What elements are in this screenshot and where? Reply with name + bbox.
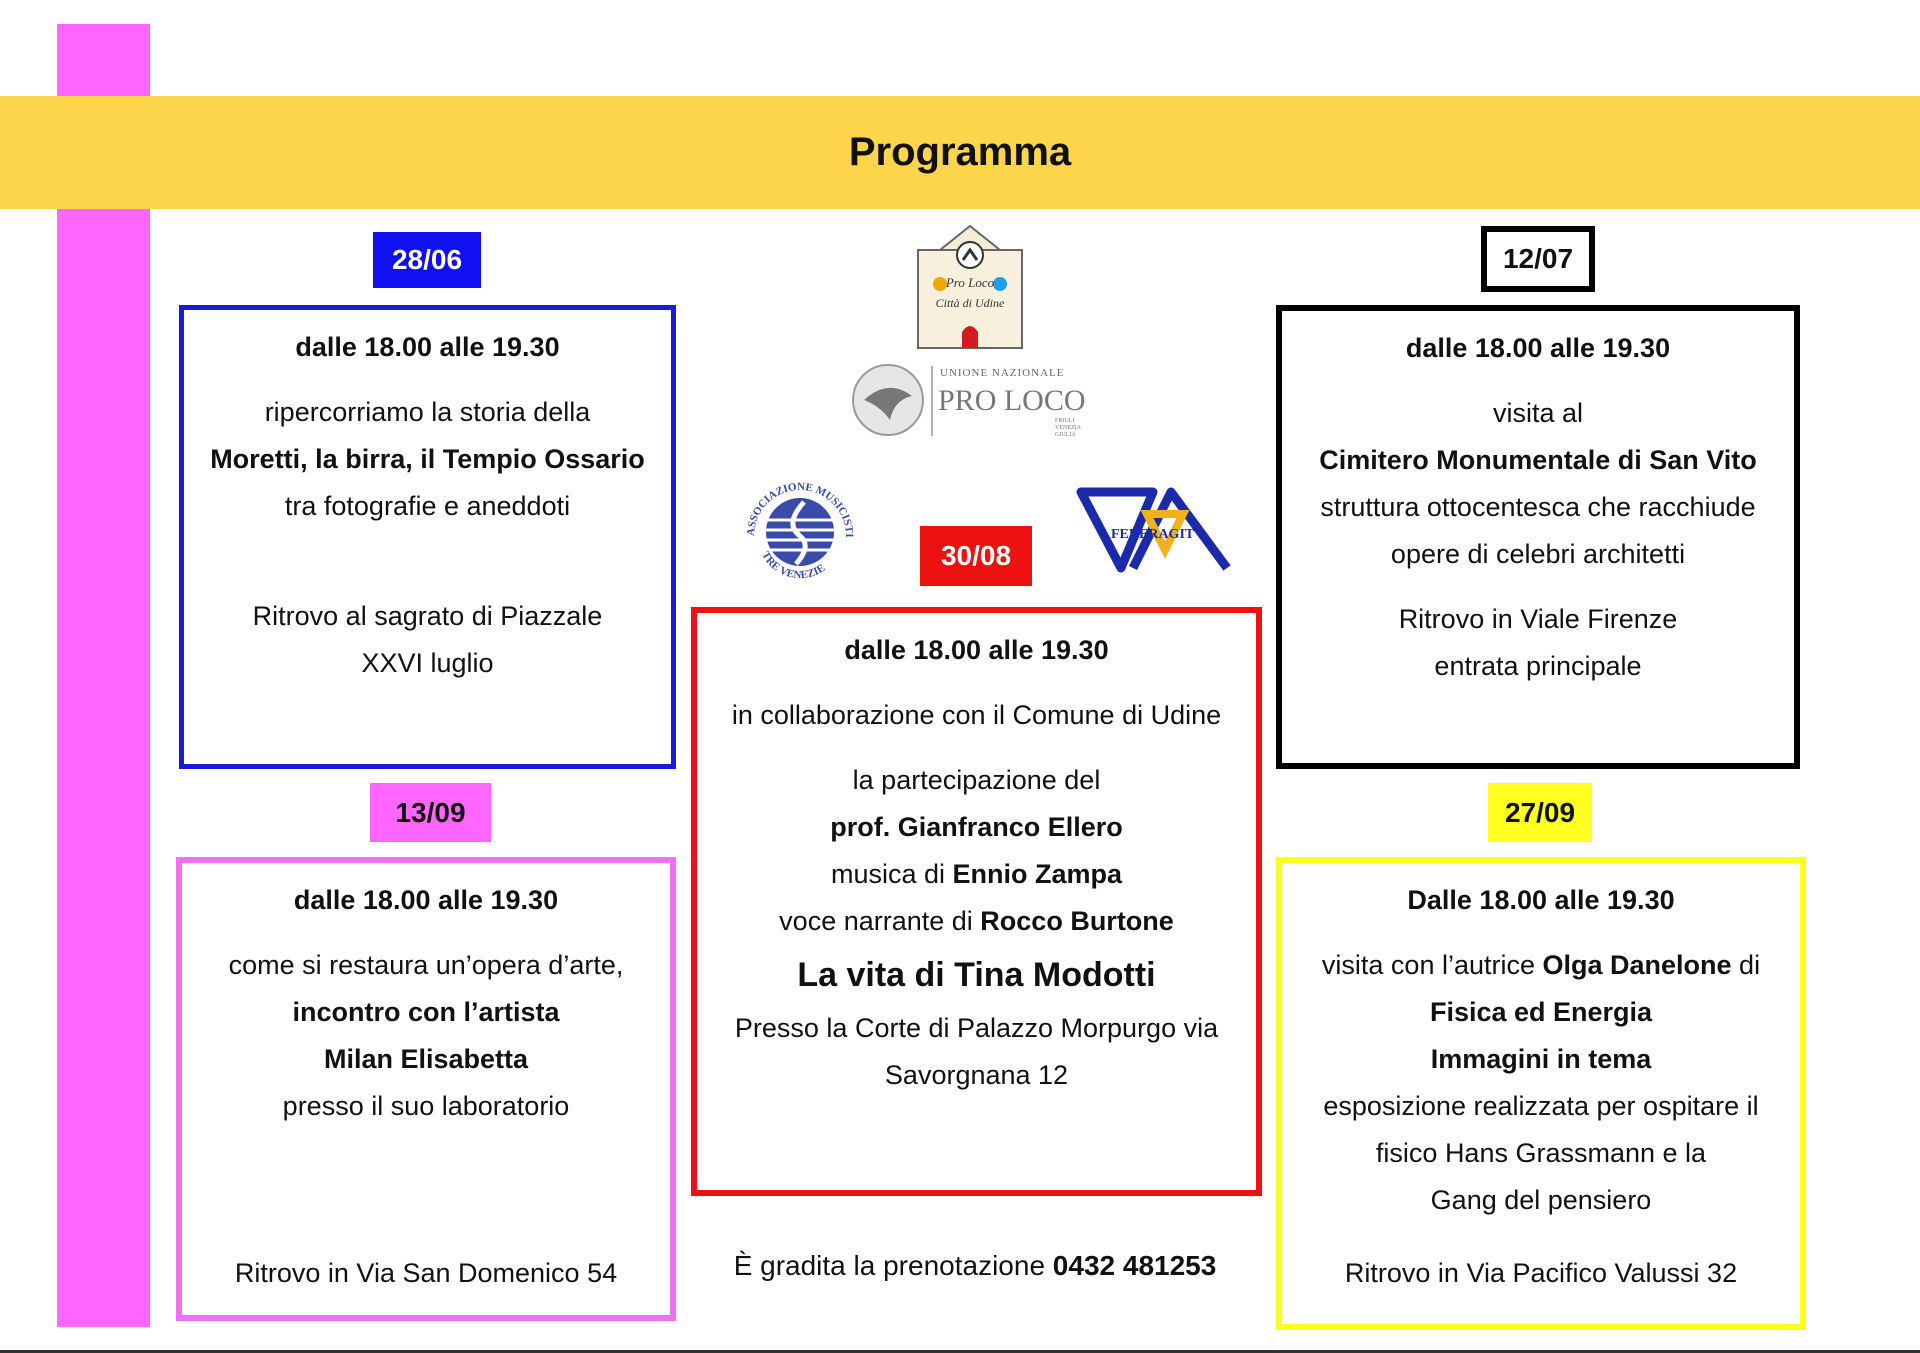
event-time: dalle 18.00 alle 19.30 <box>295 332 560 362</box>
logo-text: GIULIA <box>1055 432 1076 438</box>
logo-text: TRE VENEZIE <box>759 549 828 582</box>
meeting-point: Ritrovo in Via San Domenico 54 <box>234 1258 618 1288</box>
event-time: dalle 18.00 alle 19.30 <box>844 635 1109 665</box>
venue: Savorgnana 12 <box>884 1060 1069 1090</box>
event-text: opere di celebri architetti <box>1390 539 1686 569</box>
date-badge-28-06: 28/06 <box>373 232 481 288</box>
meeting-point: Ritrovo in Via Pacifico Valussi 32 <box>1344 1258 1738 1288</box>
logo-text: PRO LOCO <box>938 384 1086 417</box>
event-card-28-06 <box>179 305 676 769</box>
logo-text: FEDERAGIT <box>1111 527 1195 542</box>
date-badge-13-09: 13/09 <box>370 783 491 842</box>
event-time: dalle 18.00 alle 19.30 <box>1405 333 1671 363</box>
event-highlight: incontro con l’artista <box>292 997 560 1027</box>
logo-text: FRIULI <box>1055 418 1075 424</box>
event-text: visita con l’autrice Olga Danelone di <box>1321 950 1761 980</box>
date-badge-12-07: 12/07 <box>1481 226 1595 292</box>
logo-text: ASSOCIAZIONE MUSICISTI <box>744 480 856 538</box>
event-card-27-09 <box>1276 857 1806 1330</box>
title-banner <box>0 96 1920 209</box>
event-text: esposizione realizzata per ospitare il <box>1323 1091 1759 1121</box>
event-text: come si restaura un’opera d’arte, <box>228 950 624 980</box>
proloco-udine-logo <box>900 222 1040 352</box>
musicisti-logo <box>740 472 860 592</box>
event-title: La vita di Tina Modotti <box>797 956 1156 994</box>
event-highlight: prof. Gianfranco Ellero <box>830 812 1123 842</box>
event-time: Dalle 18.00 alle 19.30 <box>1407 885 1675 915</box>
meeting-point: XXVI luglio <box>361 648 494 678</box>
booking-note: È gradita la prenotazione 0432 481253 <box>733 1250 1217 1281</box>
event-highlight: Milan Elisabetta <box>323 1044 529 1074</box>
event-text: tra fotografie e aneddoti <box>284 491 571 521</box>
event-highlight: Moretti, la birra, il Tempio Ossario <box>210 444 645 474</box>
meeting-point: entrata principale <box>1434 651 1642 681</box>
date-badge-27-09: 27/09 <box>1488 783 1592 842</box>
logo-text: VENEZIA <box>1055 425 1081 431</box>
event-text: presso il suo laboratorio <box>282 1091 570 1121</box>
event-text: la partecipazione del <box>852 765 1101 795</box>
event-highlight: Cimitero Monumentale di San Vito <box>1319 445 1757 475</box>
event-text: voce narrante di Rocco Burtone <box>779 906 1174 936</box>
event-text: ripercorriamo la storia della <box>264 397 591 427</box>
logo-text: UNIONE NAZIONALE <box>940 367 1065 379</box>
event-highlight: Fisica ed Energia <box>1429 997 1653 1027</box>
phone-number: 0432 481253 <box>1052 1250 1217 1281</box>
meeting-point: Ritrovo al sagrato di Piazzale <box>252 601 603 631</box>
date-badge-30-08: 30/08 <box>920 526 1032 586</box>
event-card-13-09 <box>176 857 676 1321</box>
logo-text: Pro Loco <box>945 275 995 290</box>
meeting-point: Ritrovo in Viale Firenze <box>1398 604 1678 634</box>
event-highlight: Immagini in tema <box>1430 1044 1652 1074</box>
event-text: Gang del pensiero <box>1430 1185 1652 1215</box>
venue: Presso la Corte di Palazzo Morpurgo via <box>734 1013 1219 1043</box>
page-title: Programma <box>848 130 1072 174</box>
event-time: dalle 18.00 alle 19.30 <box>293 885 559 915</box>
event-text: in collaborazione con il Comune di Udine <box>731 700 1222 730</box>
event-text: fisico Hans Grassmann e la <box>1375 1138 1707 1168</box>
federagit-logo <box>1075 484 1235 574</box>
logo-text: Città di Udine <box>935 296 1005 310</box>
event-text: visita al <box>1492 398 1584 428</box>
event-card-30-08 <box>691 607 1262 1196</box>
unpli-logo <box>850 360 1090 440</box>
event-text: struttura ottocentesca che racchiude <box>1320 492 1756 522</box>
decorative-pink-bar <box>57 24 150 1327</box>
event-card-12-07 <box>1276 305 1800 769</box>
event-text: musica di Ennio Zampa <box>830 859 1123 889</box>
